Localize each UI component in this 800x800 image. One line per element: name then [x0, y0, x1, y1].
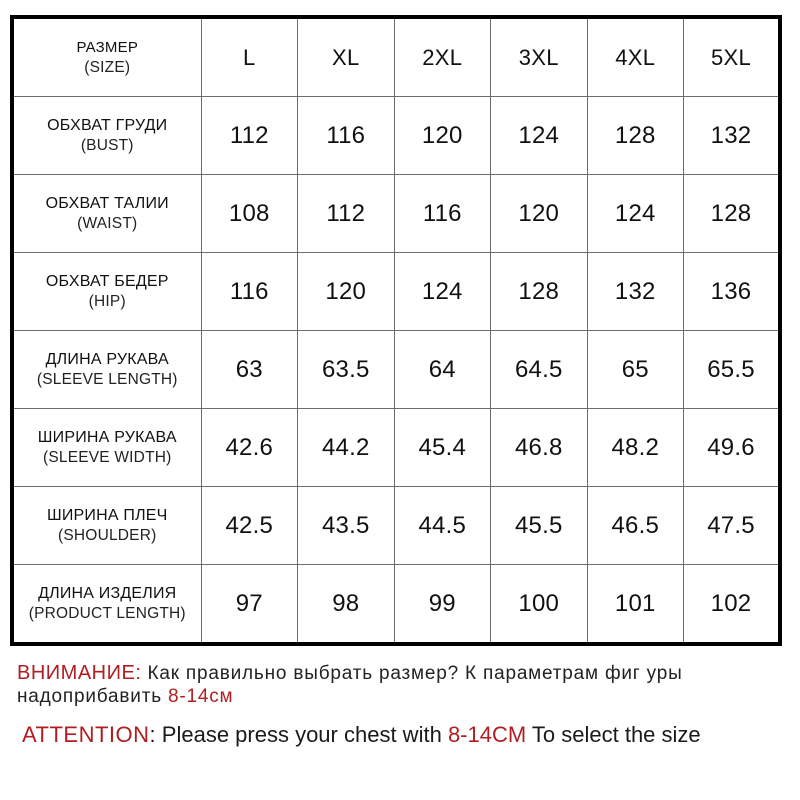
waist-row — [12, 175, 780, 253]
waist-label-ru: ОБХВАТ ТАЛИИ — [45, 194, 169, 212]
sleeve-length-value-4xl: 65 — [621, 355, 649, 383]
waist-value-l: 108 — [228, 199, 270, 227]
size-5xl-cell — [684, 17, 781, 97]
shoulder-label-cell — [12, 487, 201, 565]
waist-value-cell — [587, 175, 684, 253]
bust-value-cell — [587, 97, 684, 175]
sleeve-width-value-cell — [587, 409, 684, 487]
sleeve-length-value-2xl: 64 — [428, 355, 456, 383]
sleeve-width-value-cell — [684, 409, 781, 487]
shoulder-row — [12, 487, 780, 565]
shoulder-value-xl: 43.5 — [321, 511, 370, 539]
product-length-value-cell — [298, 565, 395, 645]
sleeve-width-value-l: 42.6 — [225, 433, 273, 461]
sleeve-length-value-cell — [491, 331, 588, 409]
waist-value-xl: 112 — [326, 199, 366, 227]
size-l: L — [242, 44, 256, 70]
sleeve-length-value-5xl: 65.5 — [707, 355, 755, 383]
sleeve-length-value-cell — [684, 331, 781, 409]
hip-value-l: 116 — [229, 277, 269, 305]
bust-value-cell — [491, 97, 588, 175]
sleeve-width-row — [12, 409, 780, 487]
attention-highlight-en: 8-14CM — [447, 722, 527, 747]
size-chart-table — [10, 15, 782, 646]
size-3xl-cell — [491, 17, 588, 97]
sleeve-length-value-l: 63 — [235, 355, 263, 383]
shoulder-value-l: 42.5 — [225, 511, 273, 539]
shoulder-value-cell — [298, 487, 395, 565]
size-xl: XL — [331, 44, 360, 70]
bust-value-cell — [684, 97, 781, 175]
waist-value-3xl: 120 — [518, 199, 560, 227]
attention-note-en — [22, 722, 701, 748]
hip-label-ru: ОБХВАТ БЕДЕР — [45, 272, 169, 290]
hip-value-cell — [491, 253, 588, 331]
waist-value-cell — [491, 175, 588, 253]
waist-value-cell — [684, 175, 781, 253]
sleeve-width-label-cell — [12, 409, 201, 487]
shoulder-label-en: (SHOULDER) — [58, 526, 157, 544]
sleeve-width-value-4xl: 48.2 — [611, 433, 659, 461]
sleeve-length-label-ru: ДЛИНА РУКАВА — [45, 350, 169, 368]
bust-row — [12, 97, 780, 175]
shoulder-value-cell — [394, 487, 491, 565]
attention-colon-en: : — [149, 722, 156, 747]
sleeve-length-label-cell — [12, 331, 201, 409]
waist-value-2xl: 116 — [422, 199, 462, 227]
bust-value-3xl: 124 — [518, 121, 560, 149]
sleeve-length-value-cell — [587, 331, 684, 409]
size-l-cell — [201, 17, 298, 97]
waist-value-5xl: 128 — [710, 199, 752, 227]
shoulder-value-2xl: 44.5 — [418, 511, 466, 539]
sleeve-width-label-en: (SLEEVE WIDTH) — [42, 448, 172, 466]
attention-highlight-ru: 8-14см — [168, 686, 234, 707]
sleeve-length-row — [12, 331, 780, 409]
bust-value-4xl: 128 — [614, 121, 656, 149]
sleeve-width-value-2xl: 45.4 — [418, 433, 466, 461]
bust-value-cell — [394, 97, 491, 175]
size-xl-cell — [298, 17, 395, 97]
bust-value-cell — [298, 97, 395, 175]
hip-value-cell — [587, 253, 684, 331]
size-4xl-cell — [587, 17, 684, 97]
waist-label-cell — [12, 175, 201, 253]
sleeve-width-label-ru: ШИРИНА РУКАВА — [37, 428, 177, 446]
shoulder-value-cell — [201, 487, 298, 565]
hip-label-en: (HIP) — [88, 292, 126, 310]
bust-label-en: (BUST) — [80, 136, 134, 154]
product-length-value-3xl: 100 — [518, 589, 560, 617]
bust-label-cell — [12, 97, 201, 175]
attention-text-en-after: To select the size — [531, 722, 701, 747]
size-header-row — [12, 17, 780, 97]
hip-value-cell — [394, 253, 491, 331]
product-length-label-ru: ДЛИНА ИЗДЕЛИЯ — [38, 584, 177, 602]
product-length-value-cell — [394, 565, 491, 645]
sleeve-length-value-cell — [394, 331, 491, 409]
bust-value-l: 112 — [229, 121, 269, 149]
waist-value-cell — [394, 175, 491, 253]
product-length-value-cell — [201, 565, 298, 645]
product-length-label-cell — [12, 565, 201, 645]
sleeve-width-value-cell — [394, 409, 491, 487]
hip-value-2xl: 124 — [421, 277, 463, 305]
hip-value-4xl: 132 — [614, 277, 656, 305]
waist-label-en: (WAIST) — [77, 214, 138, 232]
sleeve-length-label-en: (SLEEVE LENGTH) — [36, 370, 178, 388]
product-length-label-en: (PRODUCT LENGTH) — [28, 604, 186, 622]
sleeve-width-value-cell — [298, 409, 395, 487]
sleeve-width-value-xl: 44.2 — [321, 433, 370, 461]
sleeve-length-value-cell — [298, 331, 395, 409]
size-2xl-cell — [394, 17, 491, 97]
attention-tag-ru: ВНИМАНИЕ: — [17, 662, 142, 684]
shoulder-value-4xl: 46.5 — [611, 511, 659, 539]
bust-value-2xl: 120 — [421, 121, 463, 149]
sleeve-width-value-cell — [201, 409, 298, 487]
sleeve-width-value-cell — [491, 409, 588, 487]
hip-value-3xl: 128 — [518, 277, 560, 305]
product-length-value-cell — [684, 565, 781, 645]
hip-value-xl: 120 — [325, 277, 367, 305]
product-length-value-5xl: 102 — [710, 589, 752, 617]
waist-value-cell — [298, 175, 395, 253]
sleeve-length-value-cell — [201, 331, 298, 409]
shoulder-value-cell — [587, 487, 684, 565]
sleeve-length-value-xl: 63.5 — [321, 355, 370, 383]
size-3xl: 3XL — [518, 44, 559, 70]
size-2xl: 2XL — [422, 44, 463, 70]
hip-value-cell — [298, 253, 395, 331]
product-length-value-xl: 98 — [332, 589, 360, 617]
bust-label-ru: ОБХВАТ ГРУДИ — [47, 116, 168, 134]
shoulder-value-cell — [491, 487, 588, 565]
waist-value-4xl: 124 — [614, 199, 656, 227]
product-length-value-2xl: 99 — [428, 589, 456, 617]
shoulder-value-cell — [684, 487, 781, 565]
sleeve-width-value-5xl: 49.6 — [707, 433, 755, 461]
hip-label-cell — [12, 253, 201, 331]
size-header-label-cell — [12, 17, 201, 97]
attention-note-ru — [17, 662, 787, 708]
attention-tag-en: ATTENTION — [22, 722, 150, 747]
shoulder-value-5xl: 47.5 — [707, 511, 755, 539]
sleeve-width-value-3xl: 46.8 — [514, 433, 563, 461]
product-length-value-cell — [587, 565, 684, 645]
sleeve-length-value-3xl: 64.5 — [514, 355, 563, 383]
product-length-value-4xl: 101 — [614, 589, 656, 617]
hip-value-5xl: 136 — [710, 277, 752, 305]
hip-value-cell — [201, 253, 298, 331]
hip-row — [12, 253, 780, 331]
product-length-row — [12, 565, 780, 645]
size-5xl: 5XL — [710, 44, 752, 70]
shoulder-value-3xl: 45.5 — [514, 511, 563, 539]
product-length-value-l: 97 — [235, 589, 263, 617]
size-header-label-en: (SIZE) — [84, 58, 131, 76]
size-header-label-ru: РАЗМЕР — [76, 38, 139, 56]
attention-text-ru: Как правильно выбрать размер? К параметрам фиг уры надоприбавить — [17, 663, 683, 707]
bust-value-xl: 116 — [326, 121, 366, 149]
waist-value-cell — [201, 175, 298, 253]
hip-value-cell — [684, 253, 781, 331]
bust-value-cell — [201, 97, 298, 175]
attention-text-en-before: Please press your chest with — [161, 722, 442, 747]
product-length-value-cell — [491, 565, 588, 645]
size-4xl: 4XL — [615, 44, 656, 70]
shoulder-label-ru: ШИРИНА ПЛЕЧ — [46, 506, 168, 524]
bust-value-5xl: 132 — [710, 121, 752, 149]
